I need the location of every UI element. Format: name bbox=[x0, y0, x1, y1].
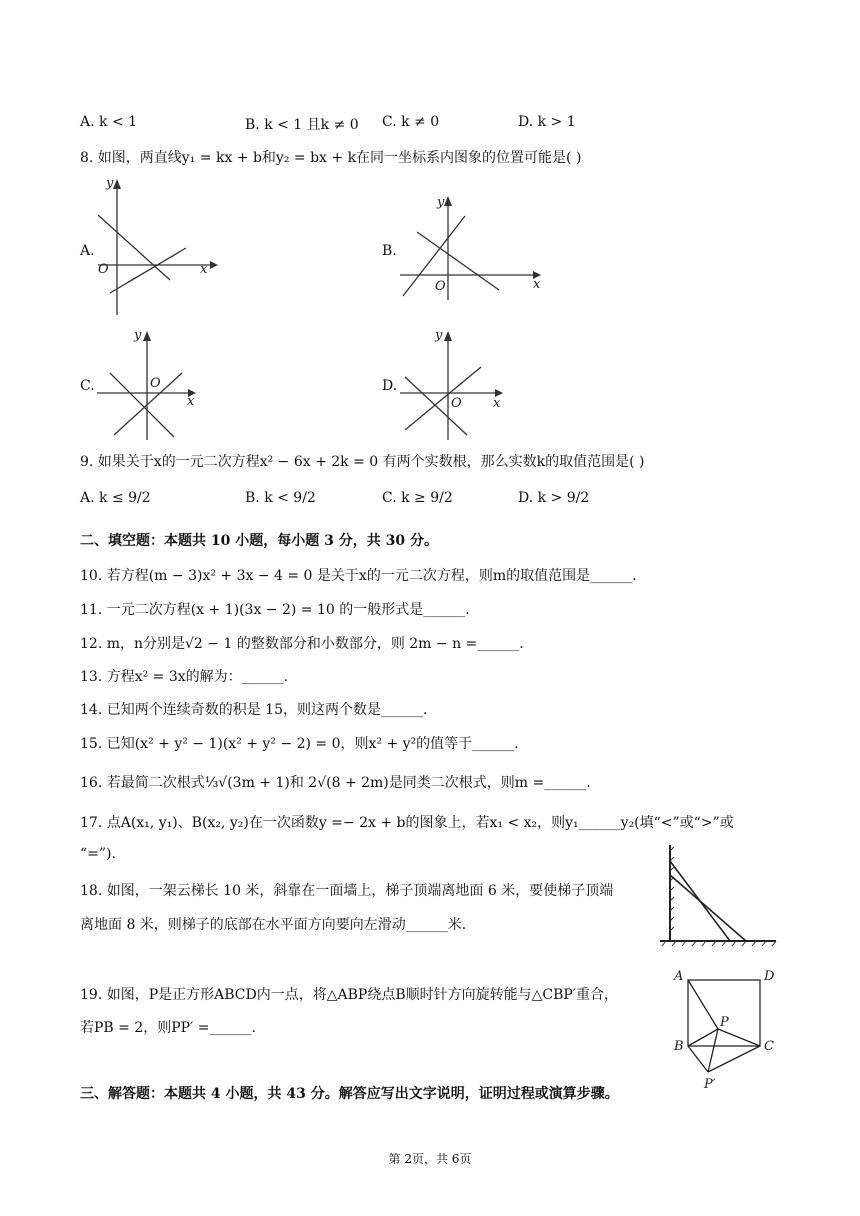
q13: 13. 方程x² = 3x的解为：______. bbox=[80, 669, 289, 685]
q8a-x-label: x bbox=[200, 262, 208, 277]
fig-label-p: P bbox=[720, 1015, 729, 1030]
q17-line-1: 17. 点A(x₁, y₁)、B(x₂, y₂)在一次函数y =− 2x + b的图象上，若x₁ < x₂，则y₁______y₂(填“<”或“>”或 bbox=[80, 815, 734, 831]
q15: 15. 已知(x² + y² − 1)(x² + y² − 2) = 0，则x² + y²的值等于______. bbox=[80, 736, 519, 752]
q8-graph-c bbox=[92, 325, 202, 445]
fig-label-c: C bbox=[764, 1039, 774, 1054]
q7-option-d: D. k > 1 bbox=[518, 114, 576, 130]
section-2-heading: 二、填空题：本题共 10 小题，每小题 3 分，共 30 分。 bbox=[80, 533, 438, 549]
q8d-origin-label: O bbox=[451, 396, 462, 411]
q8c-origin-label: O bbox=[150, 376, 161, 391]
q8-graph-b bbox=[395, 190, 545, 305]
q8-stem: 8. 如图，两直线y₁ = kx + b和y₂ = bx + k在同一坐标系内图象的位置可能是( ) bbox=[80, 150, 582, 166]
q18-line-2: 离地面 8 米，则梯子的底部在水平面方向要向左滑动______米. bbox=[80, 917, 467, 933]
q18-line-1: 18. 如图，一架云梯长 10 米，斜靠在一面墙上，梯子顶端离地面 6 米，要使梯子顶端 bbox=[80, 883, 614, 899]
q7-option-c: C. k ≠ 0 bbox=[382, 114, 440, 130]
section-3-heading: 三、解答题：本题共 4 小题，共 43 分。解答应写出文字说明，证明过程或演算步骤。 bbox=[80, 1086, 619, 1102]
square-rotation-figure bbox=[668, 966, 784, 1094]
fig-label-a: A bbox=[674, 969, 684, 984]
q9-option-d: D. k > 9/2 bbox=[518, 490, 590, 506]
q16: 16. 若最简二次根式⅓√(3m + 1)和 2√(8 + 2m)是同类二次根式，则m =______. bbox=[80, 775, 591, 791]
q8d-x-label: x bbox=[493, 396, 501, 411]
q8-label-c: C. bbox=[80, 378, 95, 394]
q19-line-2: 若PB = 2，则PP′ =______. bbox=[80, 1020, 256, 1036]
q8-graph-a bbox=[90, 175, 220, 320]
q8-graph-d bbox=[395, 325, 510, 445]
q10: 10. 若方程(m − 3)x² + 3x − 4 = 0 是关于x的一元二次方程，则m的取值范围是______. bbox=[80, 568, 637, 584]
q7-option-b: B. k < 1 且k ≠ 0 bbox=[245, 117, 359, 133]
q8-label-a: A. bbox=[80, 243, 95, 259]
q17-line-2: “=”). bbox=[80, 846, 116, 862]
q12: 12. m，n分别是√2 − 1 的整数部分和小数部分，则 2m − n =______. bbox=[80, 636, 524, 652]
q19-line-1: 19. 如图，P是正方形ABCD内一点，将△ABP绕点B顺时针方向旋转能与△CBP′重合， bbox=[80, 987, 618, 1003]
q7-option-a: A. k < 1 bbox=[80, 114, 138, 130]
q8-label-d: D. bbox=[382, 378, 398, 394]
q8a-origin-label: O bbox=[98, 262, 109, 277]
fig-label-b: B bbox=[674, 1039, 684, 1054]
fig-label-p-prime: P′ bbox=[704, 1077, 716, 1092]
q11: 11. 一元二次方程(x + 1)(3x − 2) = 10 的一般形式是______. bbox=[80, 602, 470, 618]
q9-option-b: B. k < 9/2 bbox=[245, 490, 316, 506]
q8b-origin-label: O bbox=[435, 279, 446, 294]
q9-option-c: C. k ≥ 9/2 bbox=[382, 490, 453, 506]
q8c-y-label: y bbox=[134, 328, 142, 343]
q8d-y-label: y bbox=[435, 328, 443, 343]
q8c-x-label: x bbox=[187, 394, 195, 409]
q8b-x-label: x bbox=[533, 277, 541, 292]
q8b-y-label: y bbox=[437, 195, 445, 210]
q8a-y-label: y bbox=[106, 176, 114, 191]
page-footer: 第 2页，共 6页 bbox=[388, 1152, 472, 1166]
q8-label-b: B. bbox=[382, 243, 397, 259]
ladder-figure bbox=[658, 843, 780, 947]
q9-stem: 9. 如果关于x的一元二次方程x² − 6x + 2k = 0 有两个实数根，那么实数k的取值范围是( ) bbox=[80, 454, 645, 470]
q9-option-a: A. k ≤ 9/2 bbox=[80, 490, 151, 506]
fig-label-d: D bbox=[764, 969, 775, 984]
q14: 14. 已知两个连续奇数的积是 15，则这两个数是______. bbox=[80, 702, 428, 718]
